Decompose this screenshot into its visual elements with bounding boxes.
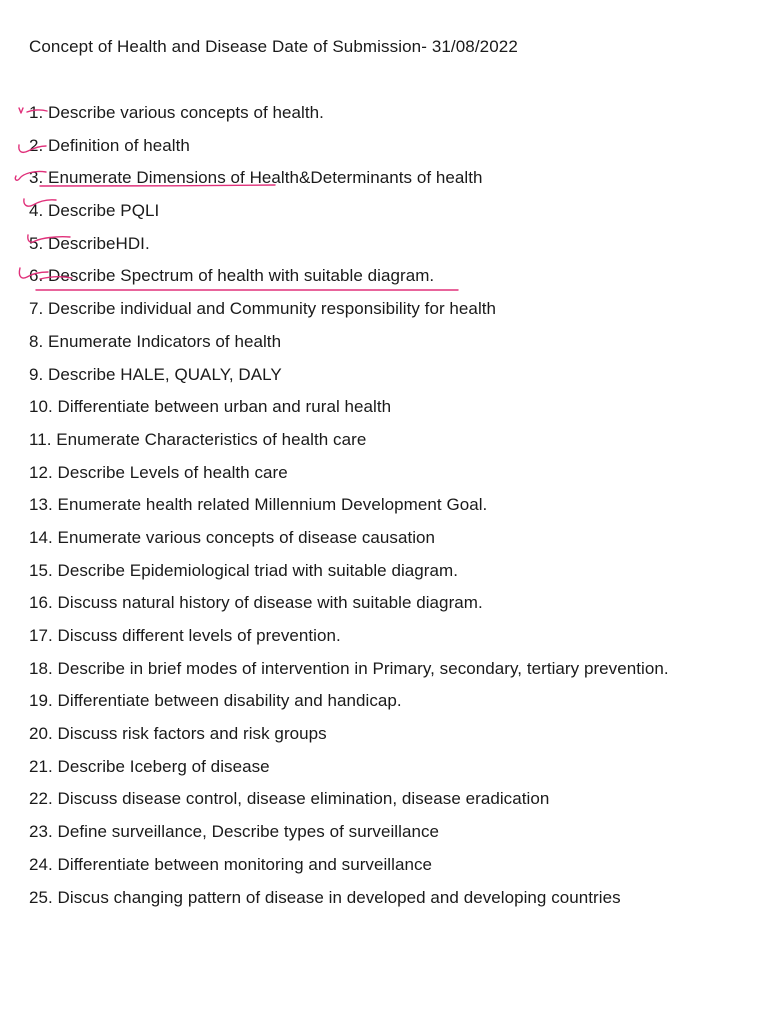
question-25: 25. Discus changing pattern of disease in developed and developing countries <box>29 887 621 907</box>
question-16: 16. Discuss natural history of disease with suitable diagram. <box>29 593 483 613</box>
question-23: 23. Define surveillance, Describe types of surveillance <box>29 822 440 842</box>
question-19: 19. Differentiate between disability and handicap. <box>29 691 402 711</box>
question-7: 7. Describe individual and Community responsibility for health <box>29 299 497 319</box>
question-2: 2. Definition of health <box>29 135 190 155</box>
question-22: 22. Discuss disease control, disease elimination, disease eradication <box>29 789 550 809</box>
question-8: 8. Enumerate Indicators of health <box>29 331 282 351</box>
question-18: 18. Describe in brief modes of intervention in Primary, secondary, tertiary prevention. <box>29 658 669 678</box>
question-10: 10. Differentiate between urban and rural health <box>29 397 392 417</box>
question-1: 1. Describe various concepts of health. <box>29 103 324 122</box>
question-17: 17. Discuss different levels of prevention. <box>29 626 341 645</box>
question-20: 20. Discuss risk factors and risk groups <box>29 724 327 744</box>
question-4: 4. Describe PQLI <box>29 201 160 221</box>
question-15: 15. Describe Epidemiological triad with suitable diagram. <box>29 560 459 580</box>
question-11: 11. Enumerate Characteristics of health care <box>29 429 367 449</box>
question-3: 3. Enumerate Dimensions of Health&Determinants of health <box>29 168 483 188</box>
question-6: 6. Describe Spectrum of health with suitable diagram. <box>29 266 435 286</box>
question-5: 5. DescribeHDI. <box>29 233 150 253</box>
question-9: 9. Describe HALE, QUALY, DALY <box>29 364 282 384</box>
document-title: Concept of Health and Disease Date of Submission- 31/08/2022 <box>29 37 518 56</box>
question-12: 12. Describe Levels of health care <box>29 462 288 482</box>
question-13: 13. Enumerate health related Millennium Development Goal. <box>29 495 488 515</box>
question-24: 24. Differentiate between monitoring and surveillance <box>29 854 433 874</box>
question-21: 21. Describe Iceberg of disease <box>29 756 270 776</box>
question-list <box>29 101 669 918</box>
question-14: 14. Enumerate various concepts of disease causation <box>29 527 436 547</box>
